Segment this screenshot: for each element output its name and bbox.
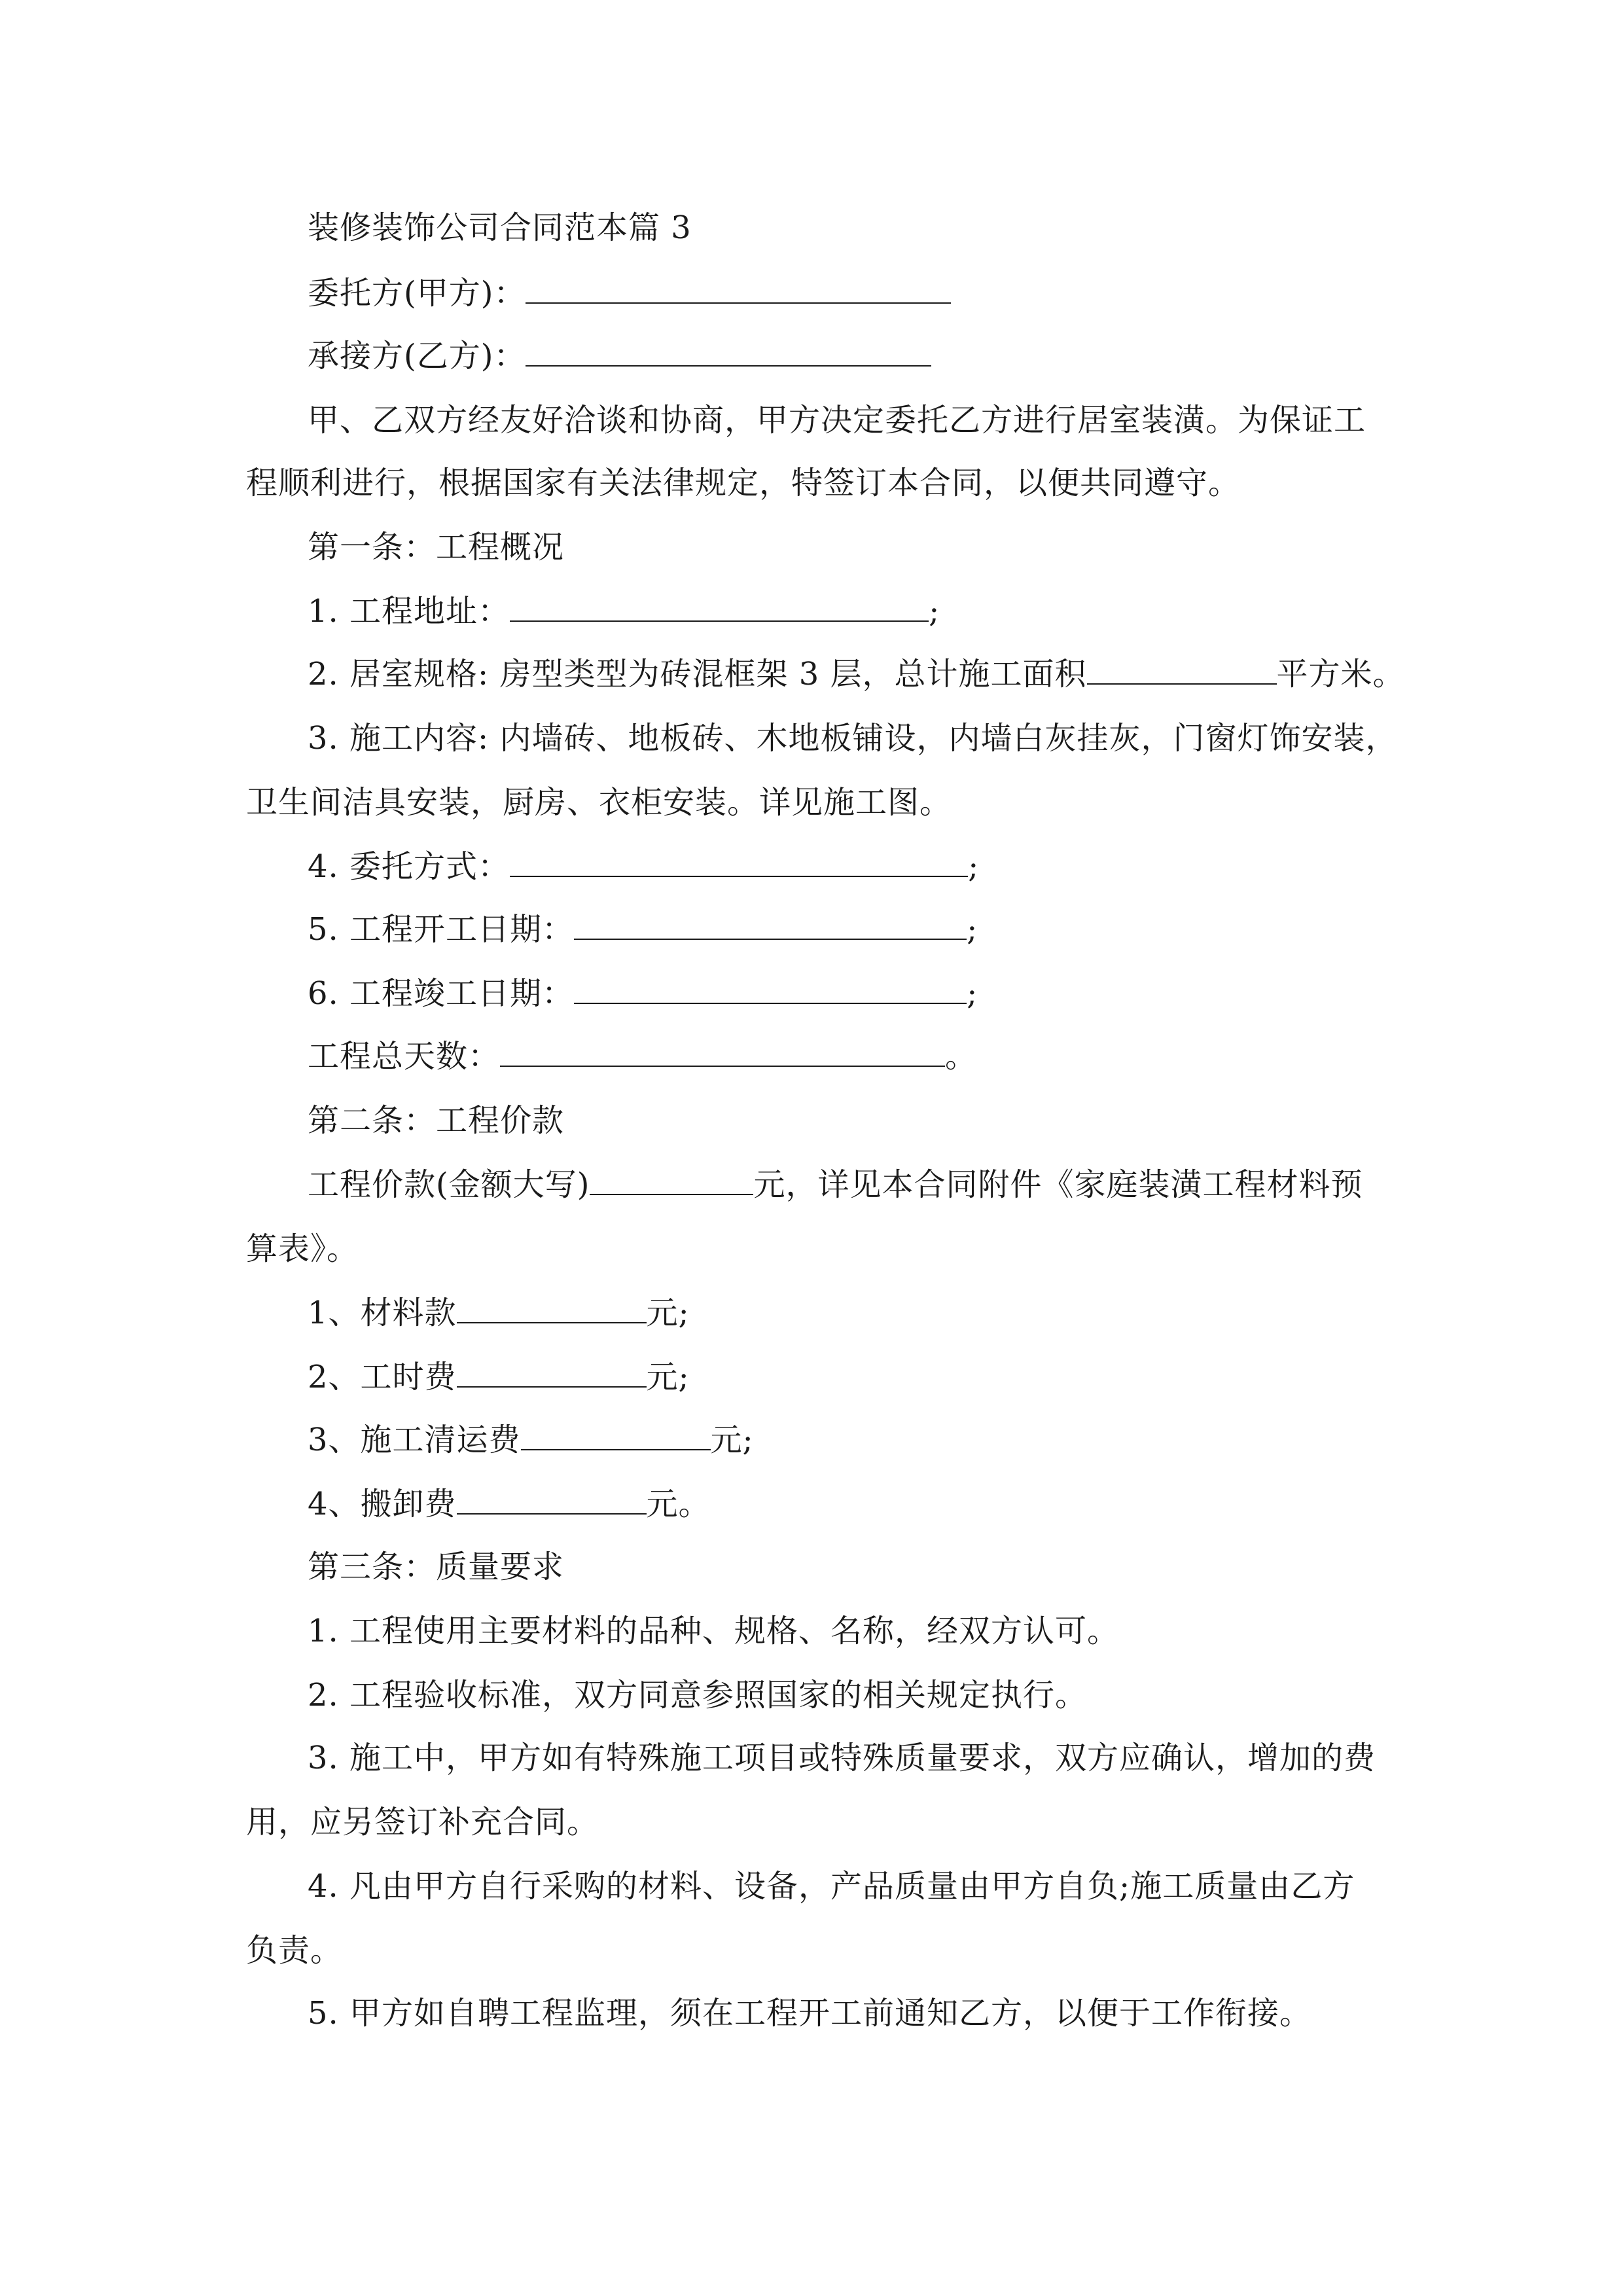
project-address-blank (510, 592, 929, 622)
quality-item-4-line-1: 4. 凡由甲方自行采购的材料、设备，产品质量由甲方自负;施工质量由乙方 (308, 1868, 1355, 1905)
quality-item-5: 5. 甲方如自聘工程监理，须在工程开工前通知乙方，以便于工作衔接。 (308, 1995, 1312, 2032)
material-fee-blank (457, 1293, 647, 1323)
article-1-heading: 第一条：工程概况 (308, 529, 565, 565)
completion-date-line: 6. 工程竣工日期： ; (308, 975, 978, 1012)
quality-item-1: 1. 工程使用主要材料的品种、规格、名称，经双方认可。 (308, 1613, 1120, 1649)
start-date-line: 5. 工程开工日期： ; (308, 911, 978, 948)
quality-item-2: 2. 工程验收标准，双方同意参照国家的相关规定执行。 (308, 1677, 1088, 1713)
construction-content-line-2: 卫生间洁具安装，厨房、衣柜安装。详见施工图。 (246, 784, 952, 821)
material-fee-line: 1、材料款 元; (308, 1295, 690, 1331)
price-line-2: 算表》。 (246, 1230, 359, 1267)
handling-fee-line: 4、搬卸费 元。 (308, 1486, 711, 1522)
cleanup-fee-blank (521, 1420, 711, 1450)
labor-fee-blank (457, 1357, 647, 1388)
handling-fee-blank (457, 1484, 647, 1515)
quality-item-4-line-2: 负责。 (246, 1932, 343, 1969)
cleanup-fee-line: 3、施工清运费 元; (308, 1422, 754, 1458)
document-title: 装修装饰公司合同范本篇 3 (308, 209, 692, 246)
quality-item-3-line-1: 3. 施工中，甲方如有特殊施工项目或特殊质量要求，双方应确认，增加的费 (308, 1740, 1376, 1776)
intro-paragraph-line-1: 甲、乙双方经友好洽谈和协商，甲方决定委托乙方进行居室装潢。为保证工 (308, 402, 1366, 439)
commission-method-line: 4. 委托方式： ; (308, 848, 980, 885)
labor-fee-line: 2、工时费 元; (308, 1359, 690, 1395)
article-3-heading: 第三条：质量要求 (308, 1549, 565, 1585)
commission-method-blank (510, 847, 968, 877)
total-days-blank (500, 1037, 945, 1067)
project-address-line: 1. 工程地址： ; (308, 593, 940, 630)
start-date-blank (574, 910, 967, 940)
price-line-1: 工程价款(金额大写) 元，详见本合同附件《家庭装潢工程材料预 (308, 1166, 1363, 1203)
completion-date-blank (574, 974, 967, 1004)
construction-content-line-1: 3. 施工内容: 内墙砖、地板砖、木地板铺设，内墙白灰挂灰，门窗灯饰安装， (308, 720, 1398, 757)
party-a-line: 委托方(甲方)： (308, 274, 951, 313)
party-a-blank (526, 274, 951, 304)
area-blank (1087, 655, 1277, 685)
party-b-line: 承接方(乙方)： (308, 336, 931, 376)
room-spec-line: 2. 居室规格: 房型类型为砖混框架 3 层，总计施工面积 平方米。 (308, 656, 1405, 692)
article-2-heading: 第二条：工程价款 (308, 1102, 565, 1139)
quality-item-3-line-2: 用，应另签订补充合同。 (246, 1804, 599, 1840)
total-days-line: 工程总天数： 。 (308, 1038, 978, 1075)
party-b-blank (526, 336, 931, 367)
intro-paragraph-line-2: 程顺利进行，根据国家有关法律规定，特签订本合同，以便共同遵守。 (246, 465, 1241, 501)
price-amount-blank (590, 1165, 753, 1195)
